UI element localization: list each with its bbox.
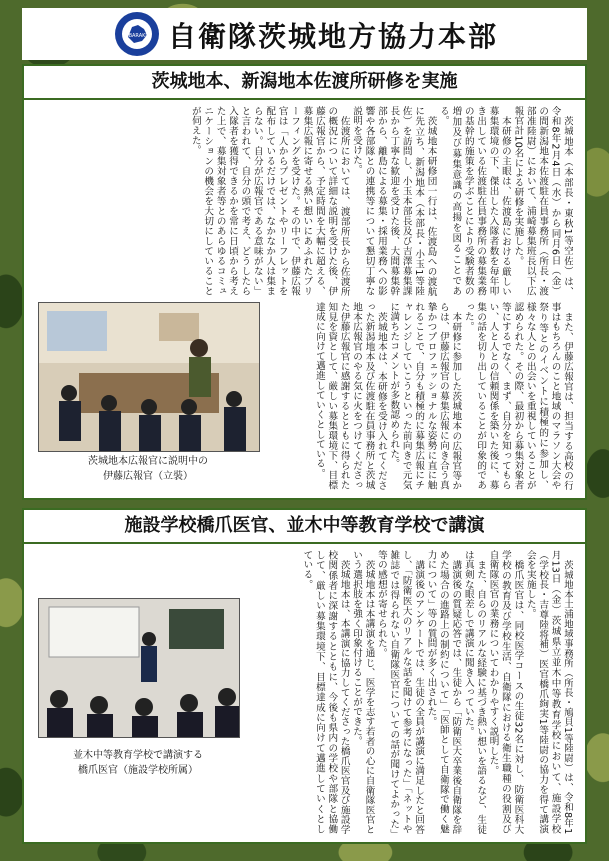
article-1-photo: [38, 302, 260, 452]
article-1-paragraph: 茨城地本（本部長・東秋1等空佐）は、令和8年2月4日（水）から同月6日（金）の間新潟地本佐渡駐在員事務所（所長・渡部准陸尉）において、浦崎募集班長以下広報官計10名による研修を実施した。: [512, 106, 573, 296]
article-1-paragraph: 本研修に参加した茨城地本の広報官等からは、伊藤広報官の募集広報に向き合う真摯かつプロフェッショナルな姿勢に直に触れることで、自分も積極的に募集広報にチャレンジしていこうといった前向きで元気に満ちたコメントが多数認められた。: [388, 302, 462, 490]
header-banner: [22, 8, 587, 60]
caption-line: 茨城地本広報官に説明中の: [88, 456, 208, 467]
article-2-paragraph: 講演後のアンケートでは、生徒の全員が講演に満足したと回答し、「防衛医大のリアルな話を聞けて参考になった」「ネットや雑誌では得られない自衛隊医官についての話が聞けてよかった」等の感想が寄せられた。: [375, 550, 425, 834]
article-2-paragraph: また、自らのリアルな経験に基づき熱い想いを語るなど、生徒は真剣な眼差しで講演に聞き入っていた。: [462, 550, 487, 834]
article-2-paragraph: 橋爪医官は、同校医学コースの生徒32名に対し、防衛医科大学校の教育及び学校生活、自衛隊における衛生職種の役割及び自衛隊医官の業務についてわかりやすく説明した。: [487, 550, 524, 834]
article-2-paragraph: 茨城地本は、本講演に協力してくださった橋爪医官及び施設学校関係者に深謝するとともに、今後も県内の学校や部隊と協働して、厳しい募集環境下、目標達成に向けて邁進していくとしている。: [301, 550, 350, 834]
article-1-headline: 茨城地本、新潟地本佐渡所研修を実施: [24, 66, 585, 100]
article-1-paragraph: 本研修の主眼は、佐渡島における厳しい募集環境の下、傑出した入隊者数を毎年叩き出している佐渡駐在員事務所の募集業務の基幹的施策を学ぶことにより受験者数の増加及び募集意識の高揚を図ることである。: [437, 106, 511, 296]
article-sado-training: [22, 64, 587, 500]
article-1-paragraph: 佐渡所においては、渡部所長から佐渡所の概況について詳細な説明を受けた後、伊藤広報官から、予定時間を大幅に超える、募集広報に寄せる熱い想いにあふれたブリーフィングを受けた。その中で、伊藤広報官は「人からプレゼントやリーフレットを配布しているだけでは、なかなか人は集まらない。自分が広報官である意味がない」と言われて、自分の頭で考え、どうしたら入隊者を獲得できるかを常に日頃から考えた上で、募集対象者等とのあらゆるコミュニケーションの機会を大切にしていることが伺えた。: [189, 106, 350, 296]
article-2-paragraph: 茨城地本土浦地域事務所（所長・鳩貝1等陸尉）は、令和8年1月13日（金）茨城県立並木中等教育学校において、施設学校（学校長・吉尊陸将補）医官橋爪絢実1等陸尉の協力を得て講演会を実施した。: [524, 550, 573, 834]
article-1-paragraph: 茨城地本は、本研修を受け入れてくださった新潟地本及び佐渡駐在員事務所と茨城地本広報官のやる気に火をつけてくださった伊藤広報官に感謝するとともに得られた知見を資として、厳しい募集環境下、目標達成に向けて邁進していくとしている。: [313, 302, 387, 490]
meeting-room-photo: [39, 303, 259, 451]
svg-text:IBARAKI: IBARAKI: [127, 33, 147, 39]
article-namiki-lecture: [22, 508, 587, 844]
caption-line: 伊藤広報官（立裝）: [103, 471, 193, 482]
caption-line: 並木中等教育学校で講演する: [73, 750, 203, 761]
article-2-photo: [38, 598, 240, 738]
article-1-body-upper: [43, 106, 573, 296]
article-2-paragraph: 講演後の質疑応答では、生徒から「防衛医大卒業後自衛隊を辞めた場合の進路上の制約について」「医師として自衛隊で働く魅力について」等の質問が多く出された。: [425, 550, 462, 834]
article-1-photo-caption: [38, 454, 258, 484]
jsdf-ibaraki-logo-icon: [114, 11, 160, 57]
article-1-paragraph: 茨城地本研修団一行は、佐渡島への渡航に先立ち、新潟地本（本部長・小玉1等陸佐）を訪問し、小玉本部長及び吉澤募集課長から丁寧な歓迎を受けた後、大間募集幹部から、離島による募集・採用業務への影響や各部隊との連携等について懇切丁寧な説明を受けた。: [351, 106, 437, 296]
article-1-paragraph: また、伊藤広報官は、担当する高校の行事はもちろんのこと地域のマラソン大会や祭り等とのイベントに積極的に参加し、様々な人との出会いを重視していることが認められた。その際、最初から募集対象者等にするでなく、まず、自分を知ってもらい、人と人との信頼関係を築いた後に、募集の話を切り出していることが印象的であった。: [462, 302, 573, 490]
caption-line: 橋爪医官（施設学校所属）: [78, 765, 198, 776]
article-2-paragraph: 茨城地本は本講演を通じ、医学を志す若者の心に自衛隊医官という選択肢を強く印象付けることができた。: [351, 550, 375, 834]
article-2-body: [243, 550, 573, 834]
article-2-headline: 施設学校橋爪医官、並木中等教育学校で講演: [24, 510, 585, 544]
page-title: 自衛隊茨城地方協力本部: [168, 20, 499, 53]
article-2-photo-caption: [38, 748, 238, 778]
article-1-body-lower: [273, 302, 573, 490]
classroom-lecture-photo: [39, 599, 239, 737]
